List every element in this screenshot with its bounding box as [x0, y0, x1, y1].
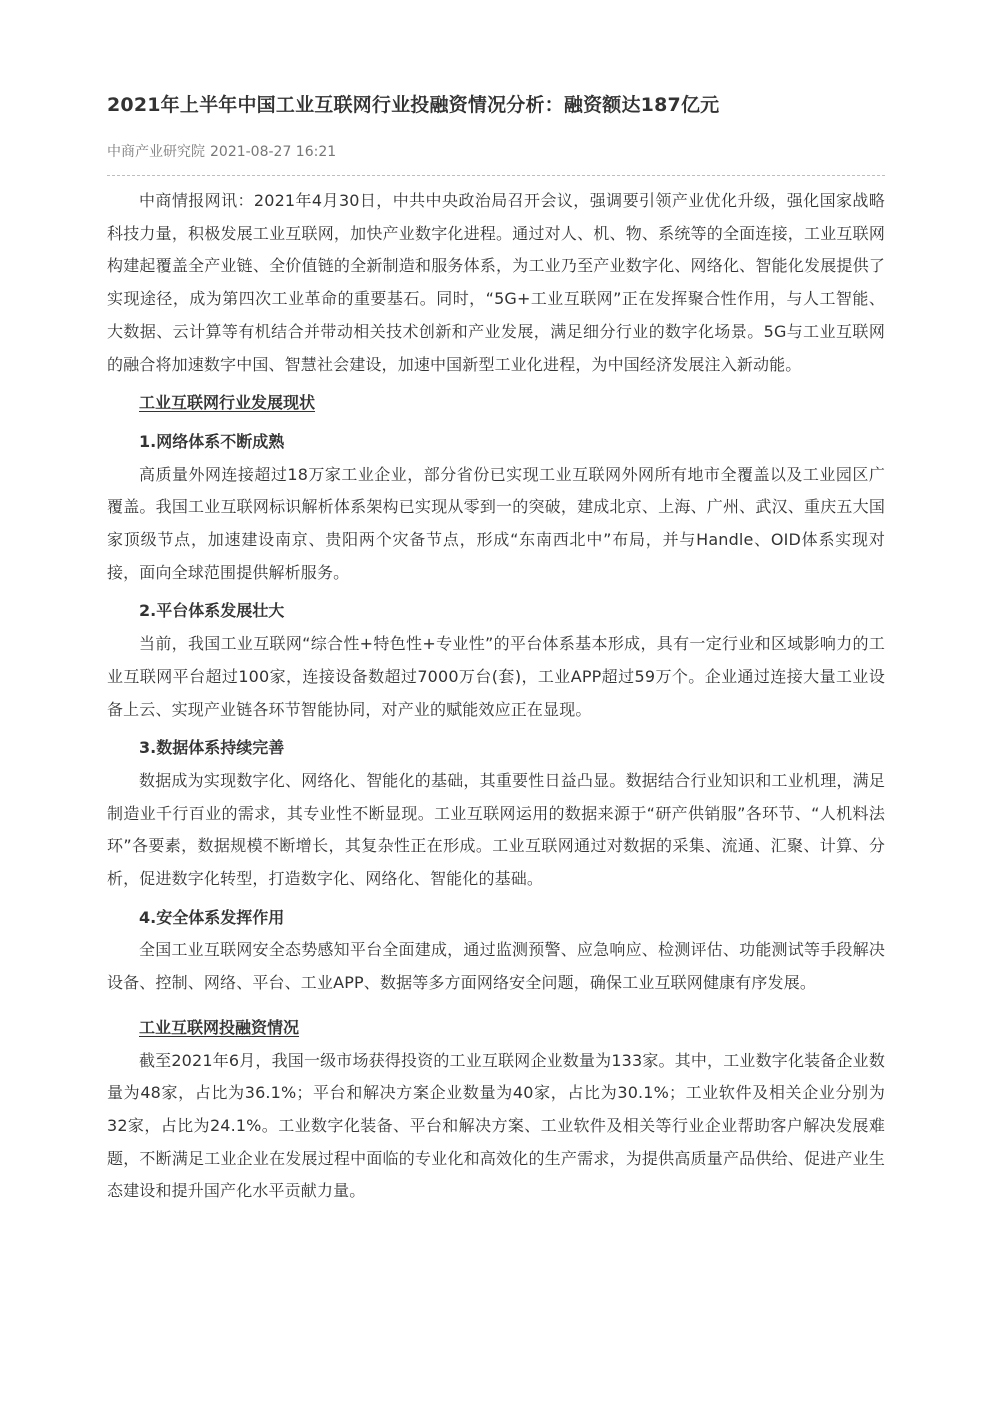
article-datetime: 2021-08-27 16:21: [210, 144, 337, 160]
article-source: 中商产业研究院: [107, 144, 205, 160]
paragraph-security: 全国工业互联网安全态势感知平台全面建成，通过监测预警、应急响应、检测评估、功能测试等手段解决设备、控制、网络、平台、工业APP、数据等多方面网络安全问题，确保工业互联网健康有序发展。: [107, 940, 885, 993]
paragraph-data: 数据成为实现数字化、网络化、智能化的基础，其重要性日益凸显。数据结合行业知识和工业机理，满足制造业千行百业的需求，其专业性不断显现。工业互联网运用的数据来源于“研产供销服”各环节、“人机料法环”各要素，数据规模不断增长，其复杂性正在形成。工业互联网通过对数据的采集、流通、汇聚、计算、分析，促进数字化转型，打造数字化、网络化、智能化的基础。: [107, 770, 885, 889]
paragraph-platform: 当前，我国工业互联网“综合性+特色性+专业性”的平台体系基本形成，具有一定行业和区域影响力的工业互联网平台超过100家，连接设备数超过7000万台(套)，工业APP超过59万个。企业通过连接大量工业设备上云、实现产业链各环节智能协同，对产业的赋能效应正在显现。: [107, 634, 885, 719]
article-body: [107, 185, 885, 1208]
article-title: 2021年上半年中国工业互联网行业投融资情况分析：融资额达187亿元: [107, 94, 720, 116]
meta-divider: [107, 175, 885, 176]
section-heading-investment: 工业互联网投融资情况: [139, 1017, 300, 1037]
article: [107, 88, 885, 1208]
subheading-data: 3.数据体系持续完善: [139, 738, 285, 758]
intro-paragraph: 中商情报网讯：2021年4月30日，中共中央政治局召开会议，强调要引领产业优化升级，强化国家战略科技力量，积极发展工业互联网，加快产业数字化进程。通过对人、机、物、系统等的全面连接，工业互联网构建起覆盖全产业链、全价值链的全新制造和服务体系，为工业乃至产业数字化、网络化、智能化发展提供了实现途径，成为第四次工业革命的重要基石。同时，“5G+工业互联网”正在发挥聚合性作用，与人工智能、大数据、云计算等有机结合并带动相关技术创新和产业发展，满足细分行业的数字化场景。5G与工业互联网的融合将加速数字中国、智慧社会建设，加速中国新型工业化进程，为中国经济发展注入新动能。: [107, 191, 885, 374]
paragraph-investment: 截至2021年6月，我国一级市场获得投资的工业互联网企业数量为133家。其中，工业数字化装备企业数量为48家，占比为36.1%；平台和解决方案企业数量为40家，占比为30.1%；工业软件及相关企业分别为32家，占比为24.1%。工业数字化装备、平台和解决方案、工业软件及相关等行业企业帮助客户解决发展难题，不断满足工业企业在发展过程中面临的专业化和高效化的生产需求，为提供高质量产品供给、促进产业生态建设和提升国产化水平贡献力量。: [107, 1050, 885, 1201]
paragraph-network: 高质量外网连接超过18万家工业企业，部分省份已实现工业互联网外网所有地市全覆盖以及工业园区广覆盖。我国工业互联网标识解析体系架构已实现从零到一的突破，建成北京、上海、广州、武汉、重庆五大国家顶级节点，加速建设南京、贵阳两个灾备节点，形成“东南西北中”布局，并与Handle、OID体系实现对接，面向全球范围提供解析服务。: [107, 464, 885, 582]
subheading-network: 1.网络体系不断成熟: [139, 431, 285, 451]
section-heading-development: 工业互联网行业发展现状: [139, 393, 316, 413]
subheading-platform: 2.平台体系发展壮大: [139, 601, 285, 621]
subheading-security: 4.安全体系发挥作用: [139, 907, 285, 927]
article-meta: [107, 142, 885, 162]
